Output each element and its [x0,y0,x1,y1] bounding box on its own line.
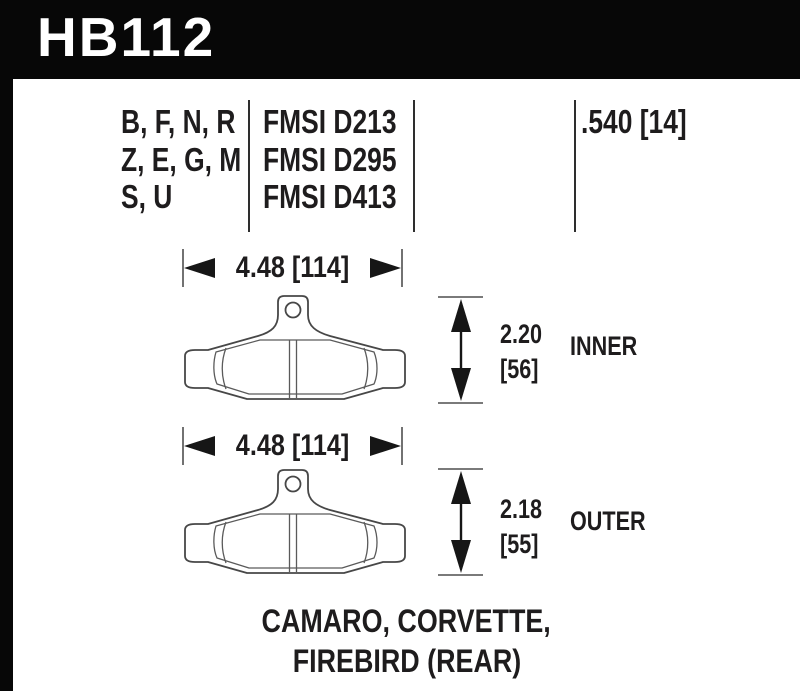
fmsi-number-row: FMSI D213 [263,103,397,140]
part-number: HB112 [37,6,216,68]
inner-pad-width-dimension [175,246,410,290]
pad-thickness-value: .540 [14] [581,103,687,140]
table-divider [574,100,576,232]
outer-pad-height-value: 2.18 [55] [500,494,543,559]
application-line: CAMARO, CORVETTE, [261,603,552,639]
table-divider [248,100,250,232]
fmsi-numbers-column [263,103,430,216]
outer-pad-width-value: 4.48 [114] [235,429,350,462]
inner-pad-width-value: 4.48 [114] [235,251,350,284]
vehicle-application-text [13,601,800,681]
table-divider [413,100,415,232]
inner-pad-label: INNER [570,331,638,361]
inner-pad-height-dimension [430,288,490,418]
inner-brake-pad-outline [180,288,410,410]
outer-pad-label: OUTER [570,506,646,536]
fmsi-number-row: FMSI D295 [263,140,397,178]
height-dimension-arrow-icon [430,460,490,590]
inner-pad-height-value: 2.20 [56] [500,319,543,384]
left-border-strip [0,0,13,691]
fmsi-number-row: FMSI D413 [263,178,397,216]
application-line: FIREBIRD (REAR) [292,643,521,679]
outer-pad-height-dimension [430,460,490,590]
header-bar [0,0,800,79]
compound-code-row: Z, E, G, M [121,140,242,178]
compound-code-row: S, U [121,178,173,216]
height-dimension-arrow-icon [430,288,490,418]
outer-brake-pad-outline [180,462,410,584]
compound-code-row: B, F, N, R [121,103,236,140]
